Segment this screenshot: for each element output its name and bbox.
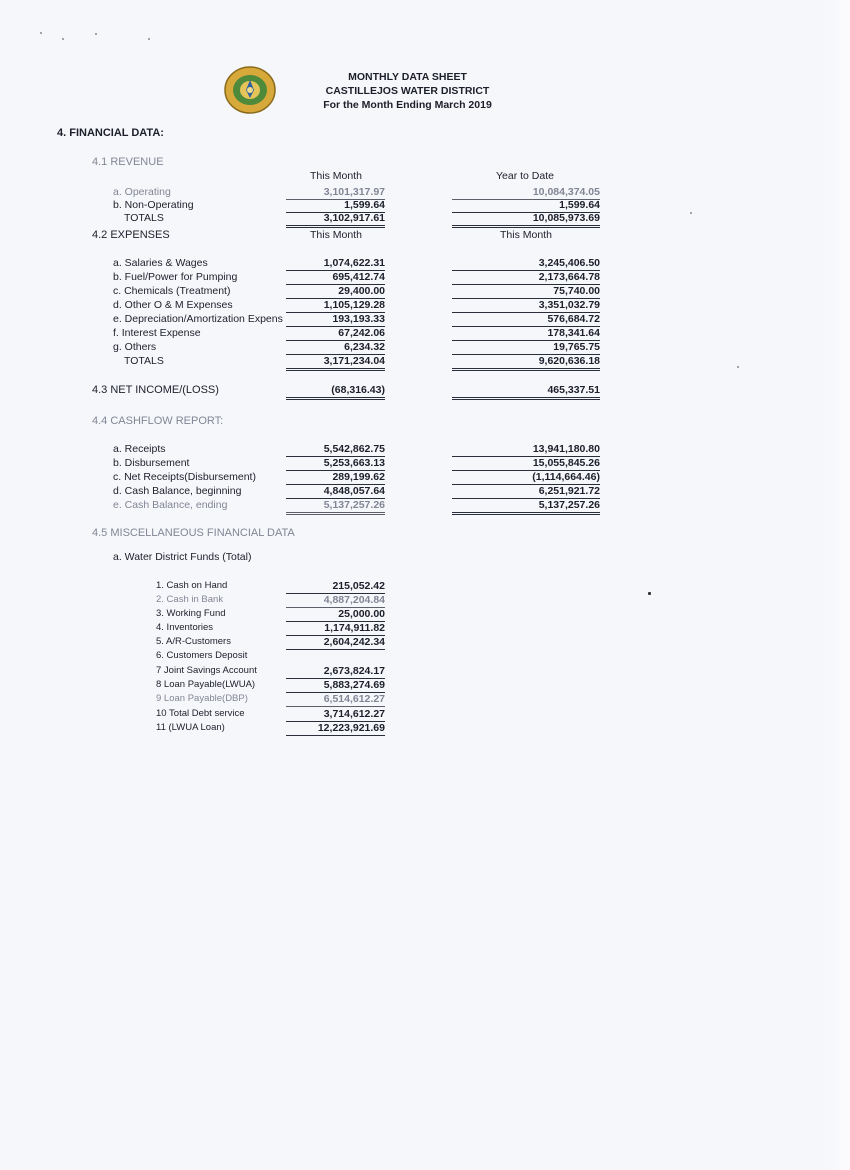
expense-month-value: 6,234.32 [286, 341, 385, 355]
expense-ytd-value: 19,765.75 [452, 341, 600, 355]
expense-ytd-value: 3,245,406.50 [452, 257, 600, 271]
revenue-ytd-value: 1,599.64 [452, 199, 600, 213]
expense-ytd-value: 178,341.64 [452, 327, 600, 341]
expense-ytd-value: 3,351,032.79 [452, 299, 600, 313]
cashflow-month-value: 5,253,663.13 [286, 457, 385, 471]
fund-label: 11 (LWUA Loan) [156, 722, 225, 733]
revenue-totals-ytd: 10,085,973.69 [452, 212, 600, 228]
expense-month-value: 695,412.74 [286, 271, 385, 285]
fund-label: 3. Working Fund [156, 608, 226, 619]
cashflow-ytd-value: 6,251,921.72 [452, 485, 600, 499]
expense-ytd-value: 2,173,664.78 [452, 271, 600, 285]
cashflow-ytd-value: 5,137,257.26 [452, 499, 600, 515]
fund-label: 5. A/R-Customers [156, 636, 231, 647]
cashflow-month-value: 289,199.62 [286, 471, 385, 485]
expenses-col-ytd: This Month [500, 229, 552, 241]
scan-speck [690, 212, 692, 214]
fund-value: 12,223,921.69 [286, 722, 385, 736]
revenue-col-ytd: Year to Date [496, 170, 554, 182]
fund-label: 6. Customers Deposit [156, 650, 248, 661]
cashflow-ytd-value: 15,055,845.26 [452, 457, 600, 471]
expense-month-value: 29,400.00 [286, 285, 385, 299]
document-title: MONTHLY DATA SHEET [348, 71, 467, 83]
cashflow-label: c. Net Receipts(Disbursement) [113, 471, 256, 483]
cashflow-label: d. Cash Balance, beginning [113, 485, 242, 497]
expenses-totals-ytd: 9,620,636.18 [452, 355, 600, 371]
scan-speck [40, 32, 42, 34]
scan-speck [148, 38, 150, 40]
misc-subheading: a. Water District Funds (Total) [113, 551, 252, 563]
expense-label: f. Interest Expense [113, 327, 201, 339]
net-income-month: (68,316.43) [286, 384, 385, 400]
cashflow-label: e. Cash Balance, ending [113, 499, 228, 511]
section-title: 4. FINANCIAL DATA: [57, 127, 164, 139]
expense-month-value: 1,105,129.28 [286, 299, 385, 313]
scan-speck [62, 38, 64, 40]
fund-label: 8 Loan Payable(LWUA) [156, 679, 256, 690]
cashflow-label: a. Receipts [113, 443, 166, 455]
district-name: CASTILLEJOS WATER DISTRICT [325, 85, 490, 97]
expenses-heading: 4.2 EXPENSES [92, 229, 170, 241]
fund-value: 4,887,204.84 [286, 594, 385, 608]
fund-value: 3,714,612.27 [286, 708, 385, 722]
expense-ytd-value: 576,684.72 [452, 313, 600, 327]
cashflow-month-value: 4,848,057.64 [286, 485, 385, 499]
district-seal-logo [223, 65, 277, 115]
expenses-col-month: This Month [310, 229, 362, 241]
cashflow-month-value: 5,542,862.75 [286, 443, 385, 457]
fund-label: 2. Cash in Bank [156, 594, 224, 605]
expense-label: d. Other O & M Expenses [113, 299, 233, 311]
net-income-label: 4.3 NET INCOME/(LOSS) [92, 384, 219, 396]
scan-speck [95, 33, 97, 35]
cashflow-month-value: 5,137,257.26 [286, 499, 385, 515]
scan-speck [737, 366, 739, 368]
expense-label: c. Chemicals (Treatment) [113, 285, 231, 297]
fund-value: 2,604,242.34 [286, 636, 385, 650]
cashflow-ytd-value: (1,114,664.46) [452, 471, 600, 485]
cashflow-label: b. Disbursement [113, 457, 190, 469]
fund-label: 10 Total Debt service [156, 708, 245, 719]
fund-value: 25,000.00 [286, 608, 385, 622]
expense-label: g. Others [113, 341, 157, 353]
net-income-ytd: 465,337.51 [452, 384, 600, 400]
page-edge [822, 0, 850, 1170]
expense-month-value: 1,074,622.31 [286, 257, 385, 271]
expense-month-value: 67,242.06 [286, 327, 385, 341]
fund-value: 1,174,911.82 [286, 622, 385, 636]
fund-value: 2,673,824.17 [286, 665, 385, 679]
revenue-ytd-value: 10,084,374.05 [452, 186, 600, 200]
report-period: For the Month Ending March 2019 [323, 99, 492, 111]
expenses-totals-month: 3,171,234.04 [286, 355, 385, 371]
expenses-totals-label: TOTALS [124, 355, 164, 367]
cashflow-heading: 4.4 CASHFLOW REPORT: [92, 415, 224, 427]
revenue-totals-label: TOTALS [124, 212, 164, 224]
revenue-label: b. Non-Operating [113, 199, 194, 211]
fund-value: 215,052.42 [286, 580, 385, 594]
expense-label: e. Depreciation/Amortization Expens [113, 313, 283, 325]
scan-speck [648, 592, 651, 595]
revenue-month-value: 1,599.64 [286, 199, 385, 213]
revenue-month-value: 3,101,317.97 [286, 186, 385, 200]
revenue-label: a. Operating [113, 186, 171, 198]
fund-value: 5,883,274.69 [286, 679, 385, 693]
cashflow-ytd-value: 13,941,180.80 [452, 443, 600, 457]
misc-heading: 4.5 MISCELLANEOUS FINANCIAL DATA [92, 527, 295, 539]
document-header [300, 70, 515, 112]
fund-label: 9 Loan Payable(DBP) [156, 693, 248, 704]
fund-label: 1. Cash on Hand [156, 580, 228, 591]
fund-value: 6,514,612.27 [286, 693, 385, 707]
fund-label: 7 Joint Savings Account [156, 665, 257, 676]
revenue-heading: 4.1 REVENUE [92, 156, 164, 168]
expense-label: a. Salaries & Wages [113, 257, 208, 269]
expense-month-value: 193,193.33 [286, 313, 385, 327]
expense-ytd-value: 75,740.00 [452, 285, 600, 299]
expense-label: b. Fuel/Power for Pumping [113, 271, 238, 283]
revenue-col-month: This Month [310, 170, 362, 182]
revenue-totals-month: 3,102,917.61 [286, 212, 385, 228]
fund-label: 4. Inventories [156, 622, 214, 633]
